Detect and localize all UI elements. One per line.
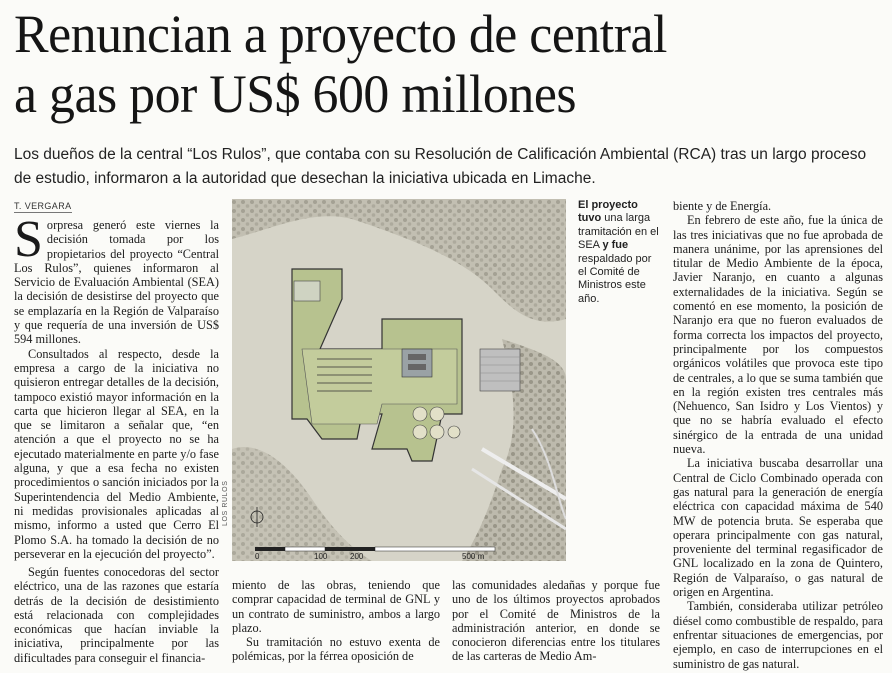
paragraph-1 — [14, 211, 219, 347]
paragraph-4: Su tramitación no estuvo exenta de polémicas, por la férrea oposición de — [232, 635, 440, 664]
paragraph-3-continued: miento de las obras, teniendo que comprar capacidad de terminal de GNL y un contrato de suministro, ambos a largo plazo. — [232, 578, 440, 635]
paragraph-4-continued: las comunidades aledañas y porque fue uno de los últimos proyectos aprobados por el Comité de Ministros de la administración anterior, en donde se conocieron diferencias entre los titulares de las carteras de Medio Am- — [452, 578, 660, 664]
article-column-1-bottom — [14, 565, 219, 665]
paragraph-4-end: biente y de Energía. — [673, 199, 772, 213]
article-column-4 — [673, 199, 883, 671]
paragraph-3: Según fuentes conocedoras del sector eléctrico, una de las razones que estaría detrás de la decisión de desistimiento está relacionada con complejidades económicas que hacían inviable la iniciativa, principalmente por las dificultades para conseguir el financia- — [14, 565, 219, 665]
paragraph-6: La iniciativa buscaba desarrollar una Central de Ciclo Combinado operada con gas natural para la generación de energía eléctrica con capacidad máxima de 540 MW de potencia bruta. Se esperaba que operara principalmente con gas natural, proveniente del terminal regasificador de GNL localizado en la zona de Quintero, Región de Valparaíso, o gas natural de origen en Argentina. — [673, 456, 883, 600]
paragraph-7: También, consideraba utilizar petróleo diésel como combustible de respaldo, para enfrentar situaciones de emergencias, por ejemplo, en caso de interrupciones en el suministro de gas natural. — [673, 599, 883, 671]
sidebar-text-2: respaldado por el Comité de Ministros este año. — [578, 252, 652, 305]
map-credit: LOS RULOS — [222, 480, 229, 526]
article-column-1 — [14, 211, 219, 561]
headline — [14, 4, 849, 124]
scale-label-0: 0 — [255, 552, 260, 561]
scale-label-200: 200 — [350, 552, 364, 561]
byline: T. VERGARA — [14, 201, 72, 211]
site-plan-map — [232, 199, 566, 561]
dropcap: S — [14, 211, 43, 268]
sidebar-note — [578, 199, 661, 306]
headline-line-2: a gas por US$ 600 millones — [14, 64, 577, 124]
paragraph-2: Consultados al respecto, desde la empresa a cargo de la iniciativa no quisieron entregar detalles de la decisión, tampoco existió mayor información en la carta que hicieron llegar al SEA, en la que se limitaron a señalar que, “en atención a que el proyecto no se ha ejecutado materialmente en parte y/o fase alguna, y que a esa fecha no existen procedimientos o sanción iniciados por la Superintendencia del Medio Ambiente, ni medidas provisionales aplicadas al mismo, informo a usted que Cerro El Plomo S.A. ha tomado la decisión de no perseverar en la ejecución del proyecto”. — [14, 346, 219, 561]
sidebar-text-1: una larga tramitación en el SEA — [578, 212, 659, 252]
paragraph-5: En febrero de este año, fue la única de las tres iniciativas que no fue aprobada de manera unánime, por las aprensiones del titular de Medio Ambiente de la época, Javier Naranjo, en cuanto a algunas externalidades de la iniciativa. Según se comentó en ese momento, la posición de Naranjo era que no fueron evaluados de forma correcta los impactos del proyecto, principalmente por los compuestos orgánicos volátiles que provoca este tipo de centrales, a lo que se suma también que en la región existen tres centrales más (Nehuenco, San Isidro y Los Vientos) y que no se habría evaluado el efecto sinérgico de la entrada de una unidad nueva. — [673, 213, 883, 457]
article-column-3 — [452, 578, 660, 664]
deck-subheading: Los dueños de la central “Los Rulos”, que contaba con su Resolución de Calificación Ambiental (RCA) tras un largo proceso de estudio, informaron a la autoridad que desechan la iniciativa ubicada en Limache. — [14, 146, 867, 187]
sidebar-bold-2: y fue — [602, 239, 629, 252]
article-column-2 — [232, 578, 440, 664]
headline-line-1: Renuncian a proyecto de central — [14, 4, 667, 64]
scale-label-500: 500 m — [462, 552, 485, 561]
paragraph-1-text: orpresa generó este viernes la decisión tomada por los propietarios del proyecto “Central Los Rulos”, quienes informaron al Servicio de Evaluación Ambiental (SEA) la decisión de desistirse del proyecto que se emplazaría en la Región de Valparaíso y que requería de una inversión de US$ 594 millones. — [14, 218, 219, 347]
sidebar-bold-1: El proyecto tuvo — [578, 199, 638, 225]
scale-label-100: 100 — [314, 552, 328, 561]
